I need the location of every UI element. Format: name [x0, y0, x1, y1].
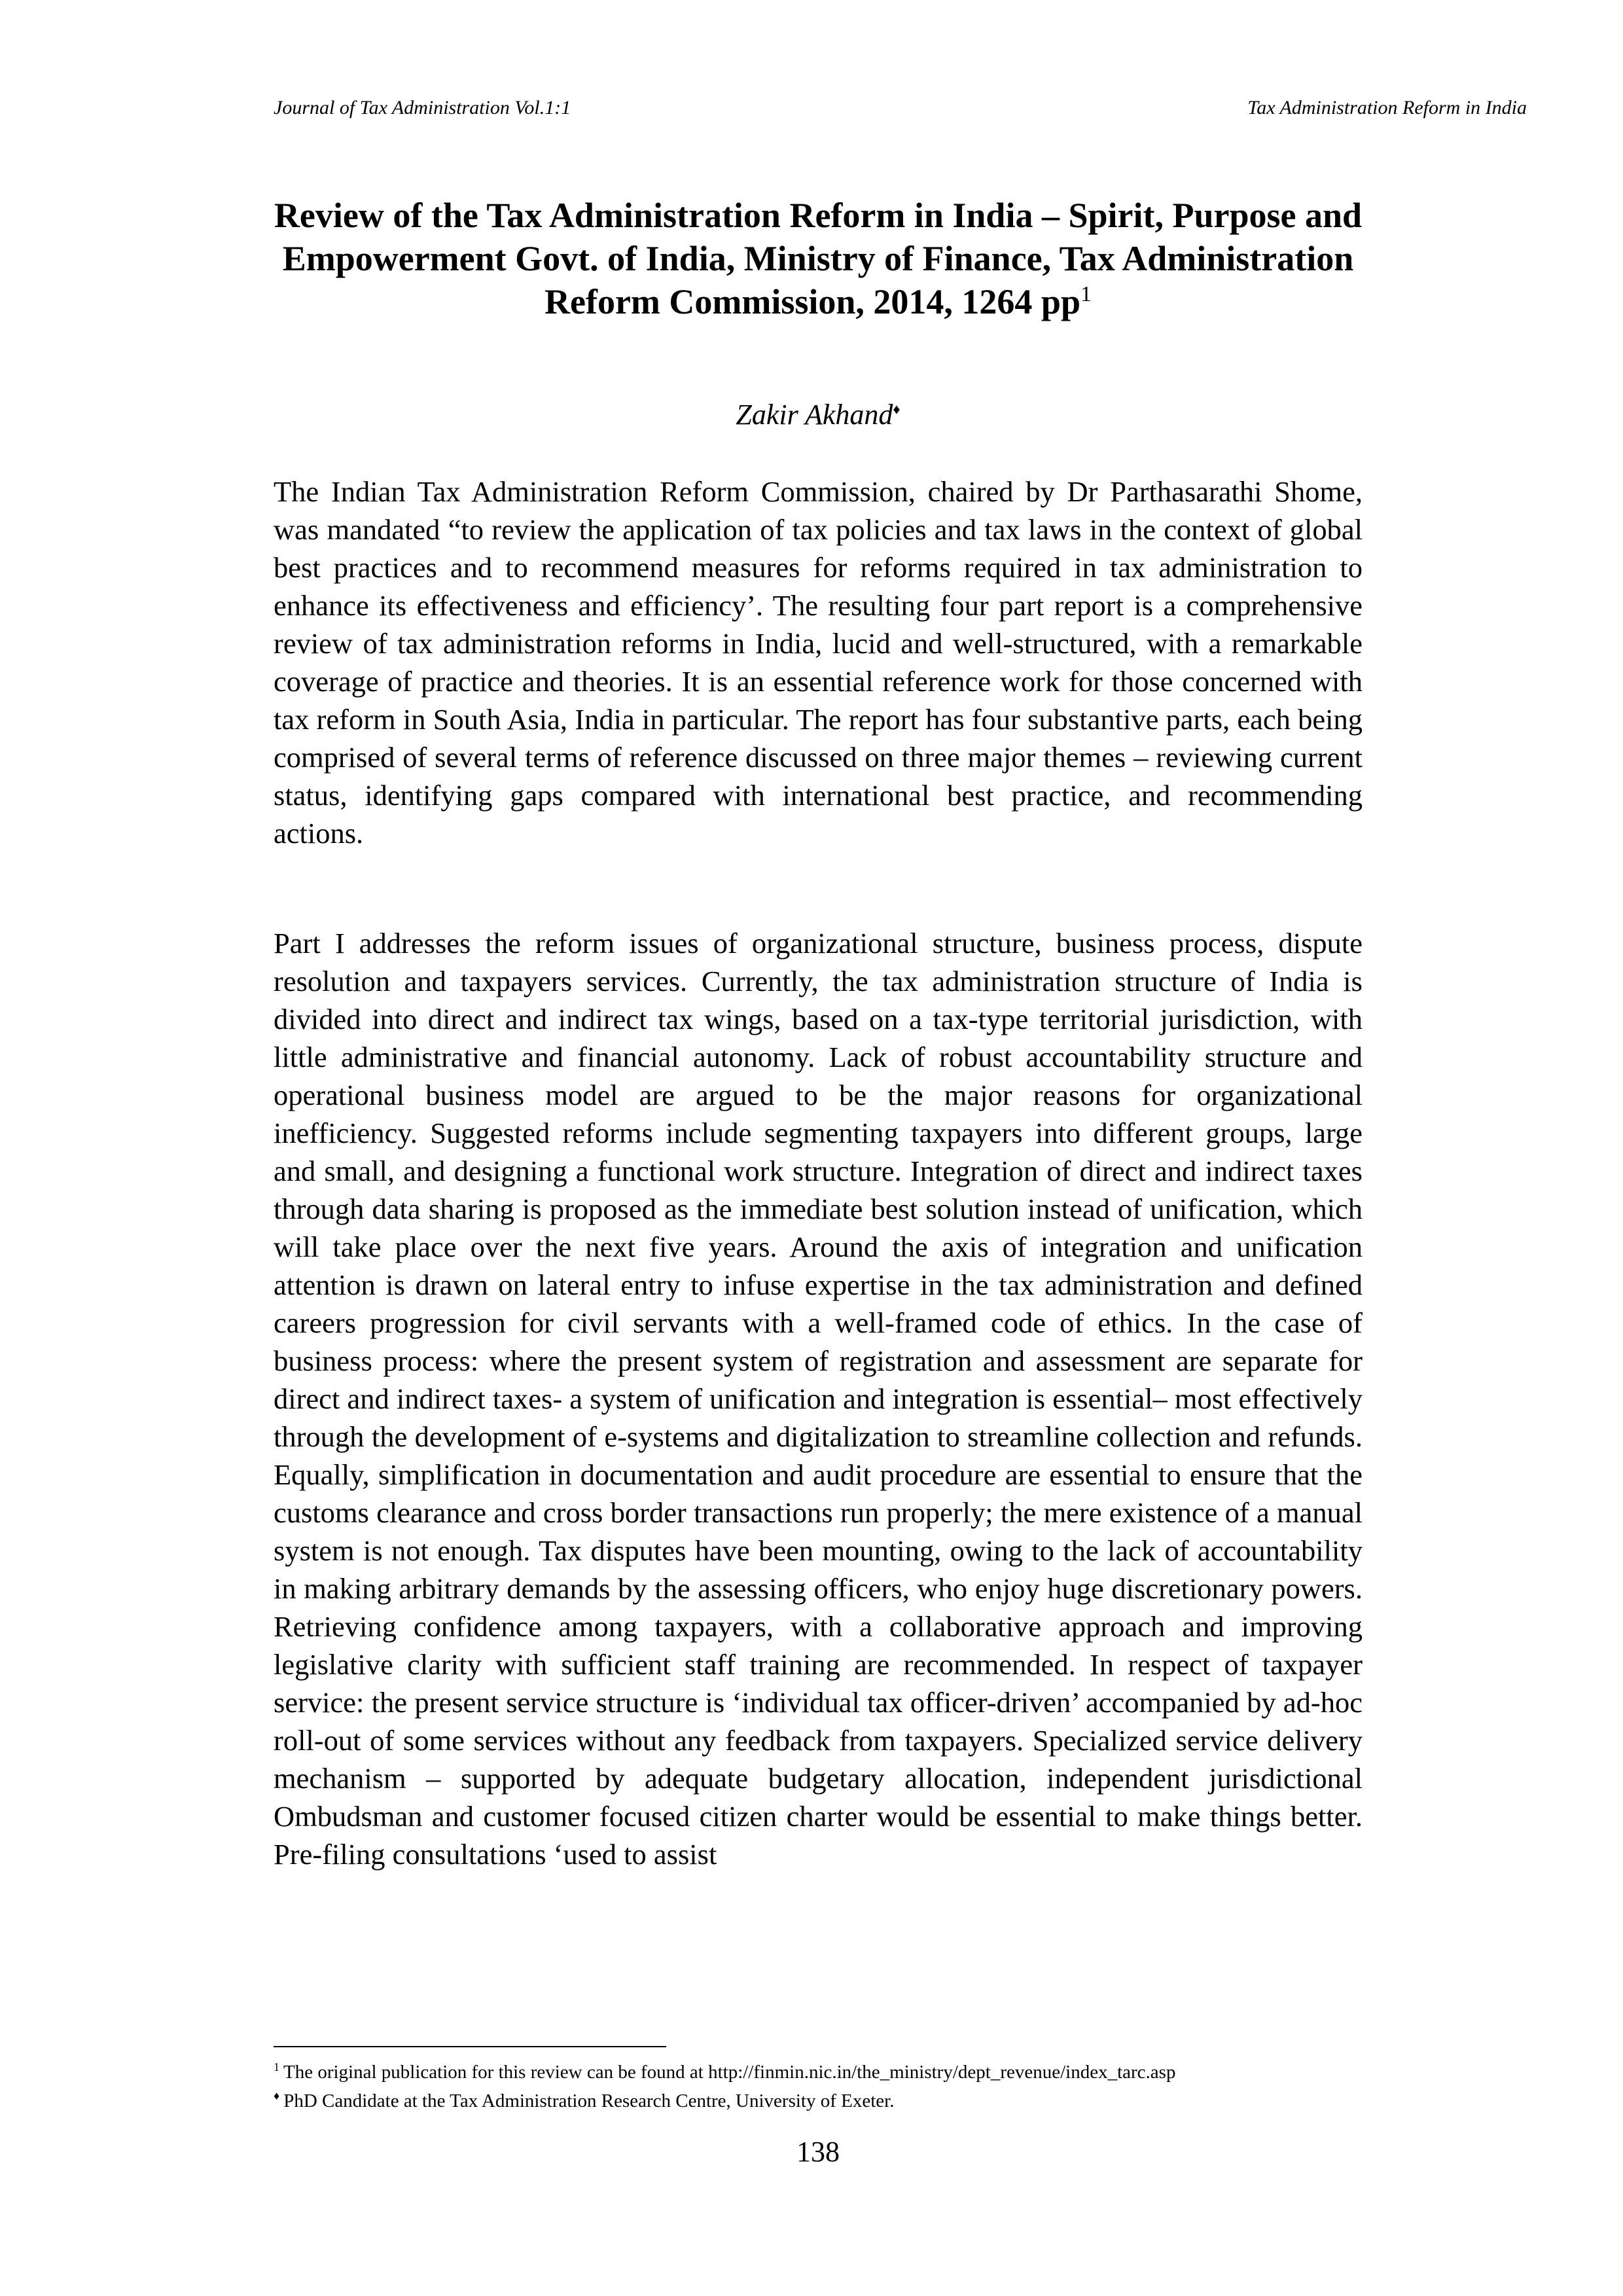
- footnote-1-mark: 1: [274, 2060, 279, 2074]
- author-footnote-mark[interactable]: ♦: [893, 401, 901, 418]
- author-name: Zakir Akhand: [736, 399, 893, 431]
- author-line: [274, 398, 1363, 431]
- footnote-separator: [274, 2046, 666, 2047]
- header-article-short-title: Tax Administration Reform in India: [1247, 97, 1527, 118]
- footnote-1: [274, 2059, 1363, 2085]
- article-title: [274, 194, 1363, 323]
- page-number: 138: [796, 2136, 840, 2168]
- title-footnote-ref[interactable]: 1: [1080, 282, 1092, 306]
- footnote-2-text: PhD Candidate at the Tax Administration Research Centre, University of Exeter.: [283, 2090, 895, 2111]
- body-paragraph-2: Part I addresses the reform issues of organizational structure, business process, dispute resolution and taxpayers services. Currently, the tax administration structure of India is divided into direct and indirect tax wings, based on a tax-type territorial jurisdiction, with little administrative and financial autonomy. Lack of robust accountability structure and operational business model are argued to be the major reasons for organizational inefficiency. Suggested reforms include segmenting taxpayers into different groups, large and small, and designing a functional work structure. Integration of direct and indirect taxes through data sharing is proposed as the immediate best solution instead of unification, which will take place over the next five years. Around the axis of integration and unification attention is drawn on lateral entry to infuse expertise in the tax administration and defined careers progression for civil servants with a well-framed code of ethics. In the case of business process: where the present system of registration and assessment are separate for direct and indirect taxes- a system of unification and integration is essential– most effectively through the development of e-systems and digitalization to streamline collection and refunds. Equally, simplification in documentation and audit procedure are essential to ensure that the customs clearance and cross border transactions run properly; the mere existence of a manual system is not enough. Tax disputes have been mounting, owing to the lack of accountability in making arbitrary demands by the assessing officers, who enjoy huge discretionary powers. Retrieving confidence among taxpayers, with a collaborative approach and improving legislative clarity with sufficient staff training are recommended. In respect of taxpayer service: the present service structure is ‘individual tax officer-driven’ accompanied by ad-hoc roll-out of some services without any feedback from taxpayers. Specialized service delivery mechanism – supported by adequate budgetary allocation, independent jurisdictional Ombudsman and customer focused citizen charter would be essential to make things better. Pre-filing consultations ‘used to assist: [274, 927, 1363, 1871]
- article-title-text: Review of the Tax Administration Reform in India – Spirit, Purpose and Empowerment Govt. of India, Ministry of Finance, Tax Administration Reform Commission, 2014, 1264 pp: [274, 196, 1363, 321]
- header-journal-name: Journal of Tax Administration Vol.1:1: [274, 97, 571, 118]
- running-header: [274, 97, 1527, 119]
- footnote-2-mark: ♦: [274, 2089, 280, 2103]
- footnote-2: [274, 2088, 1363, 2114]
- body-paragraph-1: The Indian Tax Administration Reform Commission, chaired by Dr Parthasarathi Shome, was mandated “to review the application of tax policies and tax laws in the context of global best practices and to recommend measures for reforms required in tax administration to enhance its effectiveness and efficiency’. The resulting four part report is a comprehensive review of tax administration reforms in India, lucid and well-structured, with a remarkable coverage of practice and theories. It is an essential reference work for those concerned with tax reform in South Asia, India in particular. The report has four substantive parts, each being comprised of several terms of reference discussed on three major themes – reviewing current status, identifying gaps compared with international best practice, and recommending actions.: [274, 475, 1363, 850]
- footnote-1-text: The original publication for this review can be found at http://finmin.nic.in/the_ministry/dept_revenue/index_tarc.asp: [283, 2062, 1176, 2083]
